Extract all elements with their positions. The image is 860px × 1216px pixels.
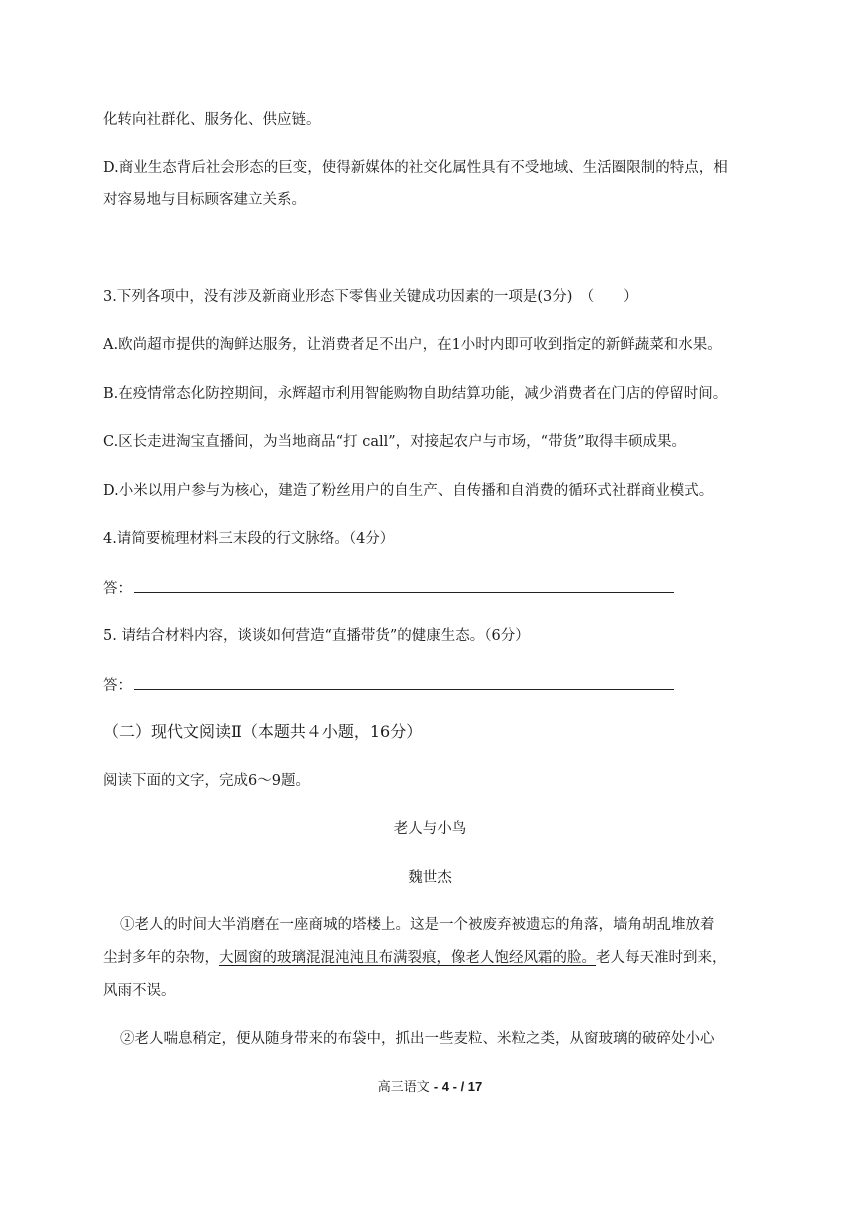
paragraph-1-line-2 (103, 948, 727, 968)
answer-blank-line (134, 578, 674, 593)
option-d-line-1: D.商业生态背后社会形态的巨变，使得新媒体的社交化属性具有不受地域、生活圈限制的特点，相 (103, 160, 728, 176)
text-segment: 尘封多年的杂物， (103, 950, 219, 966)
question-3-option-d: D.小米以用户参与为核心，建造了粉丝用户的自生产、自传播和自消费的循环式社群商业模式。 (103, 483, 714, 499)
footer-subject: 高三语文 (377, 1080, 434, 1095)
question-4-stem: 4.请简要梳理材料三末段的行文脉络。（4分） (103, 531, 395, 547)
text-segment: 老人每天准时到来， (596, 950, 727, 966)
question-4-answer (103, 578, 674, 599)
passage-title: 老人与小鸟 (393, 821, 467, 837)
option-d-line-2: 对容易地与目标顾客建立关系。 (103, 192, 306, 208)
answer-label: 答： (103, 581, 132, 597)
answer-label: 答： (103, 678, 132, 694)
text-line: 化转向社群化、服务化、供应链。 (103, 112, 321, 128)
question-3-option-c: C.区长走进淘宝直播间，为当地商品“打 call”，对接起农户与市场，“带货”取得丰硕成果。 (103, 434, 686, 450)
section-instruction: 阅读下面的文字，完成6～9题。 (103, 773, 310, 789)
page-footer (0, 1077, 860, 1098)
question-3-option-a: A.欧尚超市提供的淘鲜达服务，让消费者足不出户，在1小时内即可收到指定的新鲜蔬菜和水果。 (103, 337, 722, 353)
question-5-stem: 5. 请结合材料内容，谈谈如何营造“直播带货”的健康生态。（6分） (103, 628, 530, 644)
underlined-sentence: 大圆窗的玻璃混混沌沌且布满裂痕，像老人饱经风霜的脸。 (219, 950, 596, 966)
page-number: - 4 - / 17 (433, 1079, 483, 1094)
paragraph-1-line-1: ①老人的时间大半消磨在一座商城的塔楼上。这是一个被废弃被遗忘的角落，墙角胡乱堆放着 (120, 917, 715, 933)
answer-blank-line (134, 675, 674, 690)
section-heading: （二）现代文阅读Ⅱ（本题共４小题，16分） (103, 722, 423, 741)
paragraph-2-line-1: ②老人喘息稍定，便从随身带来的布袋中，抓出一些麦粒、米粒之类，从窗玻璃的破碎处小心 (120, 1031, 715, 1047)
question-5-answer (103, 675, 674, 696)
question-3-option-b: B.在疫情常态化防控期间，永辉超市利用智能购物自助结算功能，减少消费者在门店的停留时间。 (103, 386, 728, 402)
question-3-stem: 3.下列各项中，没有涉及新商业形态下零售业关键成功因素的一项是(3分) （ ） (103, 289, 638, 305)
paragraph-1-line-3: 风雨不误。 (103, 983, 176, 999)
passage-author: 魏世杰 (408, 870, 452, 886)
